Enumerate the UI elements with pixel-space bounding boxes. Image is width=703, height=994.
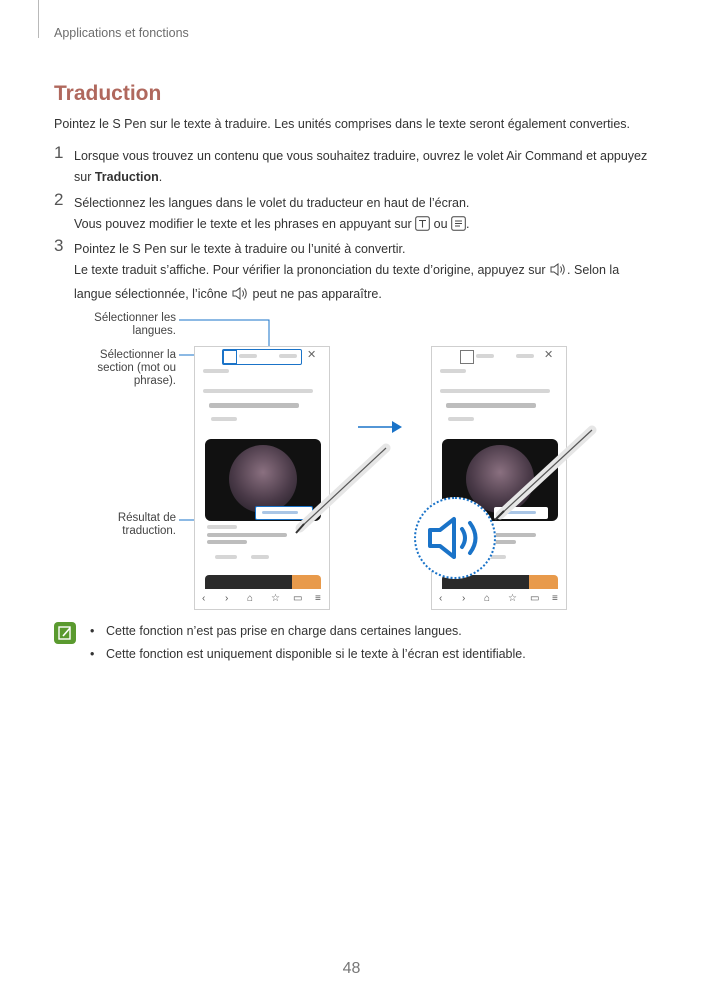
step-text: ou [430,217,452,231]
tabs-icon[interactable]: ▭ [293,593,303,604]
forward-icon[interactable]: › [225,593,229,604]
callout-text: langues. [132,325,176,337]
callout-text: Sélectionner les [94,312,176,324]
step-text: sur [74,170,95,184]
step-text: Pointez le S Pen sur le texte à traduire ou l’unité à convertir. [74,242,406,256]
note-item: • Cette fonction n’est pas prise en charge dans certaines langues. [92,624,462,638]
traduction-label: Traduction [94,170,159,184]
step-text: . [466,217,470,231]
menu-icon[interactable]: ≡ [552,593,558,604]
page-title: Traduction [54,82,162,105]
step-text: Vous pouvez modifier le texte et les phrases en appuyant sur [74,217,416,231]
intro-text: Pointez le S Pen sur le texte à traduire. Les unités comprises dans le texte seront également converties. [54,117,631,131]
close-icon[interactable]: ✕ [307,349,317,361]
bookmark-icon[interactable]: ☆ [508,593,517,604]
callout-text: traduction. [122,525,176,537]
callout-text: phrase). [133,375,176,387]
tabs-icon[interactable]: ▭ [530,593,540,604]
step-text: . [158,170,163,184]
close-icon[interactable]: ✕ [544,349,554,361]
forward-icon[interactable]: › [462,593,466,604]
back-icon[interactable]: ‹ [202,593,206,604]
callout-text: section (mot ou [97,362,176,374]
section-header: Applications et fonctions [54,26,189,40]
step-number: 3 [54,236,64,255]
step-number: 1 [54,143,64,162]
callout-text: Sélectionner la [99,349,176,361]
step-text: peut ne pas apparaître. [249,287,382,301]
back-icon[interactable]: ‹ [439,593,443,604]
step-text: langue sélectionnée, l’icône [74,287,232,301]
bookmark-icon[interactable]: ☆ [271,593,280,604]
callout-text: Résultat de [117,512,176,524]
home-icon[interactable]: ⌂ [484,593,491,604]
step-text: Lorsque vous trouvez un contenu que vous souhaitez traduire, ouvrez le volet Air Command et appuyez [74,149,648,163]
note-icon [54,622,76,644]
step-number: 2 [54,190,64,209]
page-number: 48 [342,960,361,977]
speaker-zoom [414,497,496,579]
step-text: . Selon la [567,263,620,277]
menu-icon[interactable]: ≡ [315,593,321,604]
home-icon[interactable]: ⌂ [247,593,254,604]
note-item: • Cette fonction est uniquement disponible si le texte à l’écran est identifiable. [92,647,526,661]
step-text: Le texte traduit s’affiche. Pour vérifier la prononciation du texte d’origine, appuyez sur [74,263,550,277]
speaker-icon [416,499,494,577]
step-text: Sélectionnez les langues dans le volet du traducteur en haut de l’écran. [74,196,470,210]
